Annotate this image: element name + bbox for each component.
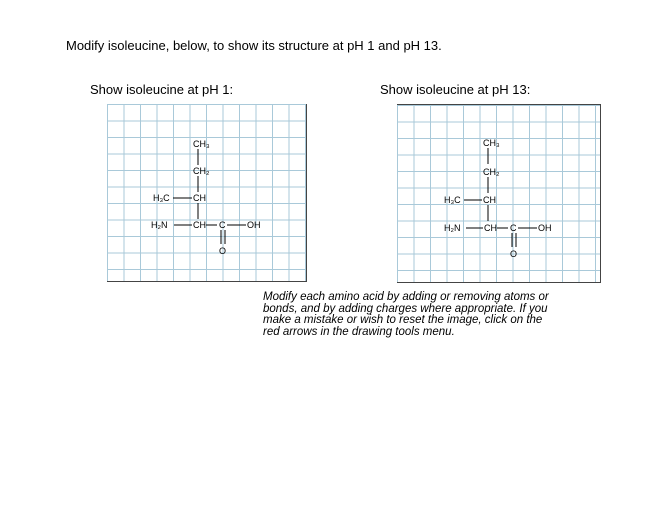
question-text: Modify isoleucine, below, to show its structure at pH 1 and pH 13. bbox=[66, 38, 442, 53]
ch-alpha[interactable]: CH bbox=[484, 223, 497, 233]
h2n-group[interactable]: H₂N bbox=[151, 220, 168, 230]
carbonyl-carbon[interactable]: C bbox=[510, 223, 517, 233]
ch3-group[interactable]: CH₃ bbox=[193, 139, 210, 149]
drawing-canvas-ph13[interactable] bbox=[397, 104, 601, 283]
ch-alpha[interactable]: CH bbox=[193, 220, 206, 230]
h2n-group[interactable]: H₂N bbox=[444, 223, 461, 233]
ch2-group[interactable]: CH₂ bbox=[483, 167, 500, 177]
h3c-group[interactable]: H₃C bbox=[153, 193, 170, 203]
ch3-group[interactable]: CH₃ bbox=[483, 138, 500, 148]
instructions-text: Modify each amino acid by adding or removing atoms or bonds, and by adding charges where appropriate. If you make a mistake or wish to reset the image, click on the red arrows in the drawing tools menu. bbox=[263, 291, 549, 338]
carbonyl-oxygen[interactable]: O bbox=[510, 249, 518, 259]
isoleucine-structure-ph13[interactable] bbox=[397, 105, 600, 282]
panel-label-ph13: Show isoleucine at pH 13: bbox=[380, 82, 531, 97]
oh-group[interactable]: OH bbox=[538, 223, 552, 233]
ch-beta[interactable]: CH bbox=[483, 195, 496, 205]
ch-beta[interactable]: CH bbox=[193, 193, 206, 203]
isoleucine-structure-ph1[interactable] bbox=[107, 104, 306, 281]
ch2-group[interactable]: CH₂ bbox=[193, 166, 210, 176]
panel-label-ph1: Show isoleucine at pH 1: bbox=[90, 82, 234, 97]
carbonyl-oxygen[interactable]: O bbox=[219, 246, 227, 256]
drawing-canvas-ph1[interactable] bbox=[107, 104, 307, 282]
oh-group[interactable]: OH bbox=[247, 220, 261, 230]
carbonyl-carbon[interactable]: C bbox=[219, 220, 226, 230]
h3c-group[interactable]: H₃C bbox=[444, 195, 461, 205]
